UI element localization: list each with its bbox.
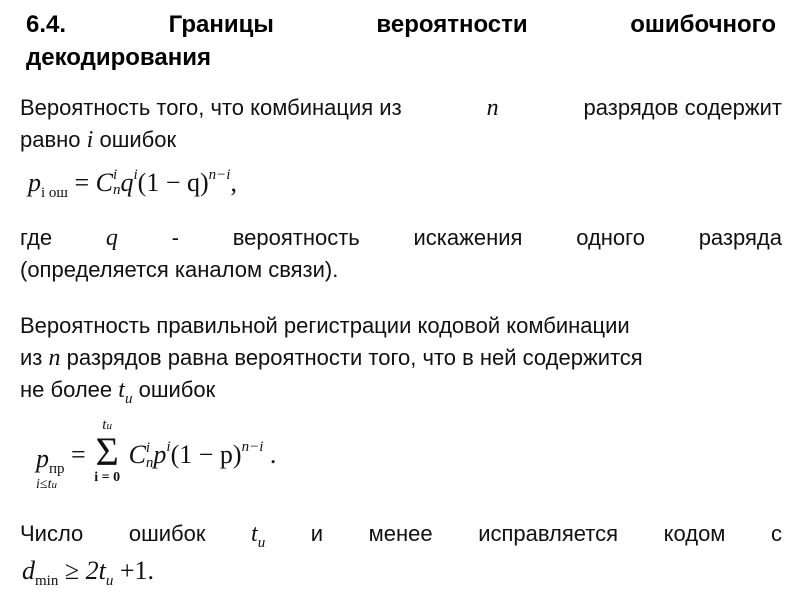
sum-upper: t: [102, 417, 107, 433]
paragraph-line: [20, 222, 782, 254]
math-punct: .: [147, 556, 155, 585]
paragraph-2: [20, 222, 782, 286]
math-var: p: [28, 168, 41, 197]
math-sub: и: [106, 420, 112, 432]
paragraph-line: (определяется каналом связи).: [20, 257, 339, 282]
math-var: C: [128, 440, 146, 470]
text: ошибок: [128, 521, 206, 546]
math-var: i: [86, 127, 94, 153]
page-title: [26, 8, 776, 74]
title-line-2: декодирования: [26, 44, 211, 71]
title-word: ошибочного: [630, 11, 776, 38]
math-sub: i ош: [41, 185, 68, 201]
math-supsub: [146, 441, 154, 471]
math-var: t: [118, 377, 125, 403]
text: ошибок: [99, 127, 177, 152]
text: исправляется: [478, 521, 619, 546]
paragraph-line: [20, 374, 782, 409]
math-var: C: [95, 168, 113, 197]
math-var: n: [48, 345, 61, 371]
math-var: p: [36, 444, 49, 473]
math-punct: .: [269, 440, 277, 470]
math-op: =: [71, 440, 86, 470]
paragraph-line: [20, 342, 782, 374]
math-op: ≥: [64, 556, 80, 585]
math-supsub: [113, 168, 121, 198]
formula-min-distance: [22, 556, 155, 589]
formula-error-probability: [28, 168, 237, 200]
math-sub: min: [35, 573, 59, 589]
title-word: Границы: [168, 11, 274, 38]
text: разрядов содержит: [583, 95, 782, 120]
title-word: 6.4.: [26, 11, 67, 38]
math-sup: n−i: [241, 439, 264, 456]
text: разрядов равна вероятности того, что в ней содержится: [66, 345, 643, 370]
math-expr: (1 − q): [137, 168, 209, 197]
math-sub: n: [145, 454, 154, 471]
sum-lower: i = 0: [94, 470, 121, 485]
math-expr: (1 − p): [170, 440, 242, 470]
sum-operator: [94, 418, 120, 485]
paragraph-line: [20, 92, 782, 124]
paragraph-1: [20, 92, 782, 156]
math-sup: i: [133, 167, 138, 183]
paragraph-3: [20, 310, 782, 409]
math-var: t: [251, 521, 258, 547]
math-sup: n−i: [208, 167, 231, 183]
text: искажения: [413, 225, 523, 250]
text: из: [20, 345, 43, 370]
math-sup: i: [112, 167, 118, 184]
math-sub: и: [105, 573, 114, 589]
paragraph-4: [20, 518, 782, 553]
text: равно: [20, 127, 81, 152]
math-sub: и: [124, 391, 133, 407]
text: одного: [576, 225, 645, 250]
text: кодом: [663, 521, 726, 546]
math-expr: 2t: [85, 556, 106, 585]
title-word: вероятности: [376, 11, 528, 38]
math-punct: ,: [230, 168, 237, 197]
math-var: q: [105, 225, 118, 251]
math-sub: n: [112, 182, 121, 199]
text: не более: [20, 377, 113, 402]
math-var: n: [486, 95, 499, 121]
math-sub: и: [257, 535, 266, 551]
paragraph-line: [20, 124, 782, 156]
text: разряда: [698, 225, 782, 250]
sigma-symbol: Σ: [95, 429, 119, 474]
text: ошибок: [138, 377, 216, 402]
text: Вероятность того, что комбинация из: [20, 95, 402, 120]
paragraph-line: Вероятность правильной регистрации кодовой комбинации: [20, 313, 630, 338]
math-sup: i: [166, 439, 171, 456]
math-sub: и: [51, 479, 57, 491]
math-sup: i: [145, 439, 151, 456]
math-sub: пр: [49, 461, 65, 477]
math-term: [251, 518, 265, 553]
text: менее: [368, 521, 433, 546]
paragraph-line: [20, 518, 782, 553]
math-op: =: [74, 168, 90, 197]
formula-correct-registration: [36, 418, 276, 492]
text: -: [171, 225, 179, 250]
math-var: d: [22, 556, 35, 585]
text: Число: [20, 521, 84, 546]
math-var: p: [153, 440, 167, 470]
text: с: [771, 521, 782, 546]
math-under: i≤t: [36, 477, 52, 492]
text: где: [20, 225, 53, 250]
text: вероятность: [232, 225, 360, 250]
math-var: q: [120, 168, 134, 197]
math-lhs: [36, 446, 65, 492]
title-line-1: [26, 8, 776, 41]
text: и: [310, 521, 324, 546]
math-expr: +1: [119, 556, 148, 585]
